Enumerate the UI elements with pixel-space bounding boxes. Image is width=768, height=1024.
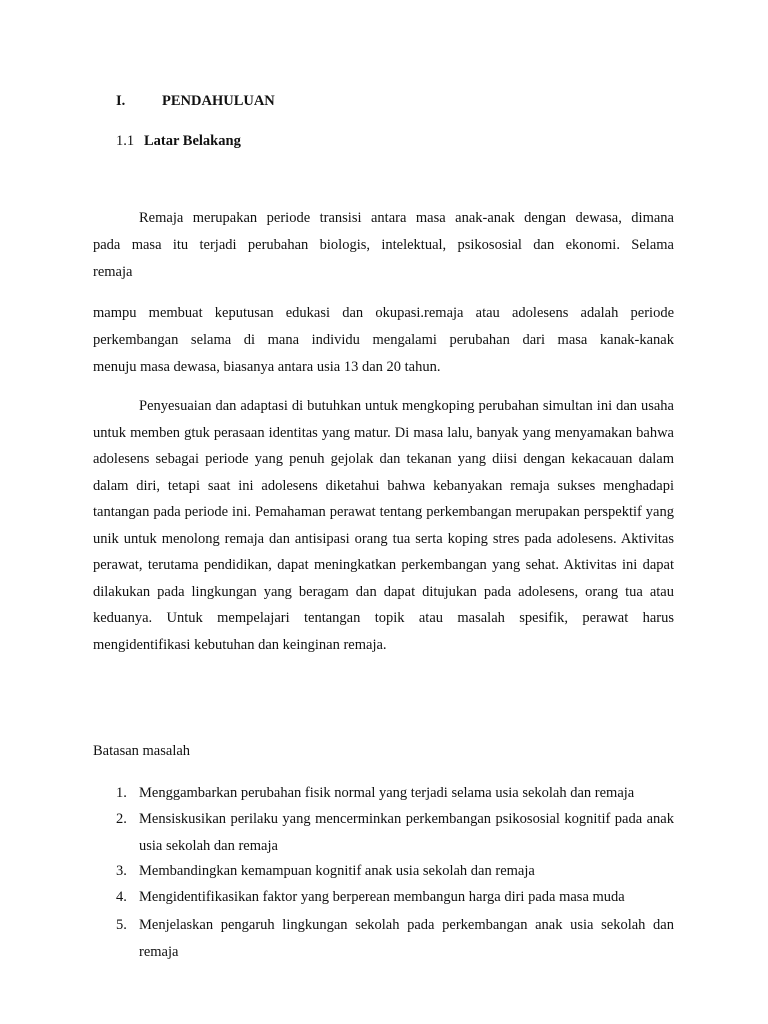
paragraph-1-line-3: remaja: [93, 264, 133, 280]
list-item-number: 2.: [116, 811, 127, 827]
list-item-number: 5.: [116, 917, 127, 933]
paragraph-2-line-1: mampu membuat keputusan edukasi dan okupasi.remaja atau adolesens adalah periode: [93, 305, 674, 321]
chapter-title: PENDAHULUAN: [162, 93, 275, 109]
batasan-title: Batasan masalah: [93, 743, 191, 759]
list-item: Mengidentifikasikan faktor yang berperean membangun harga diri pada masa muda: [139, 889, 625, 905]
list-item-number: 4.: [116, 889, 127, 905]
list-item: Membandingkan kemampuan kognitif anak usia sekolah dan remaja: [139, 863, 535, 879]
list-item: Menggambarkan perubahan fisik normal yang terjadi selama usia sekolah dan remaja: [139, 785, 635, 801]
section-title: Latar Belakang: [144, 133, 241, 149]
list-item: Menjelaskan pengaruh lingkungan sekolah pada perkembangan anak usia sekolah dan remaja: [139, 917, 674, 960]
paragraph-2-line-2: perkembangan selama di mana individu mengalami perubahan dari masa kanak-kanak: [93, 332, 674, 348]
paragraph-1-line-1: Remaja merupakan periode transisi antara masa anak-anak dengan dewasa, dimana: [139, 210, 674, 226]
list-item: Mensiskusikan perilaku yang mencerminkan perkembangan psikososial kognitif pada anak usia sekolah dan remaja: [139, 811, 674, 854]
paragraph-3: Penyesuaian dan adaptasi di butuhkan untuk mengkoping perubahan simultan ini dan usaha untuk memben gtuk perasaan identitas yang matur. Di masa lalu, banyak yang menyamakan bahwa adolesens sebagai periode yang penuh gejolak dan tekanan yang diisi dengan kekacauan dalam dalam diri, tetapi saat ini adolesens diketahui bahwa kebanyakan remaja sukses menghadapi tantangan pada periode ini. Pemahaman perawat tentang perkembangan merupakan perspektif yang unik untuk menolong remaja dan antisipasi orang tua serta koping stres pada adolesens. Aktivitas perawat, terutama pendidikan, dapat meningkatkan perkembangan yang sehat. Aktivitas ini dapat dilakukan pada lingkungan yang beragam dan dapat ditujukan pada adolesens, orang tua atau keduanya. Untuk mempelajari tentangan topik atau masalah spesifik, perawat harus mengidentifikasi kebutuhan dan keinginan remaja.: [93, 398, 674, 653]
list-item-number: 3.: [116, 863, 127, 879]
paragraph-2-line-3: menuju masa dewasa, biasanya antara usia 13 dan 20 tahun.: [93, 359, 441, 375]
list-item-number: 1.: [116, 785, 127, 801]
paragraph-1-line-2: pada masa itu terjadi perubahan biologis, intelektual, psikososial dan ekonomi. Selama: [93, 237, 674, 253]
section-number: 1.1: [116, 133, 135, 149]
chapter-number: I.: [116, 93, 126, 109]
